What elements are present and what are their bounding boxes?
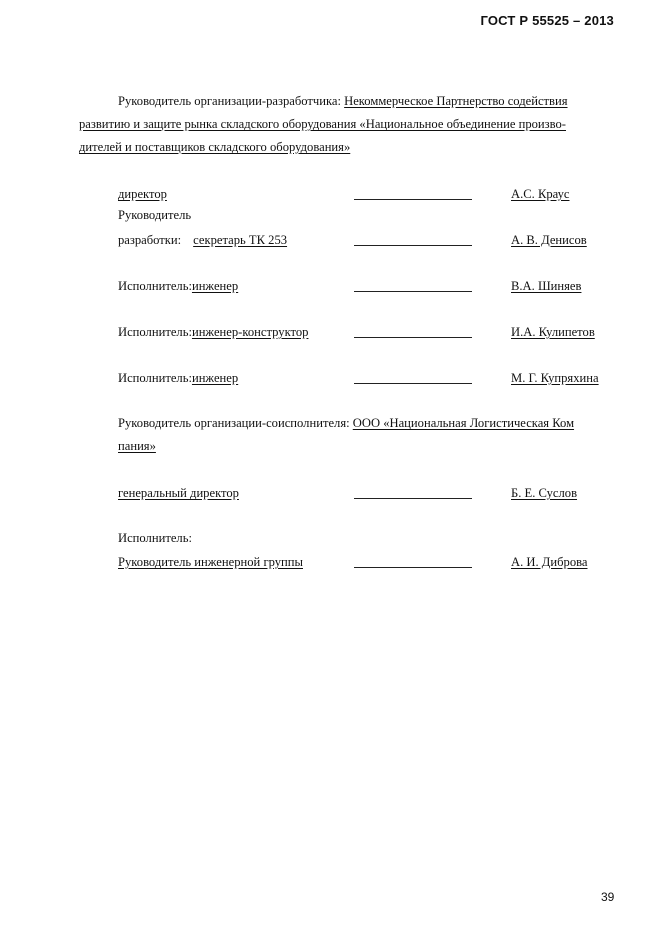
signature-row-secretary <box>118 232 618 248</box>
role-label: разработки: <box>118 233 182 247</box>
signature-line <box>354 498 472 499</box>
signature-line <box>354 199 472 200</box>
position-label: инженер <box>191 371 239 385</box>
signature-row-general-director <box>118 485 618 501</box>
page-number: 39 <box>601 890 615 904</box>
position-label: директор <box>118 187 167 201</box>
co-executor-org: ООО «Национальная Логистическая Ком <box>352 416 575 430</box>
co-executor-lead: Руководитель организации-соисполнителя: <box>118 416 353 430</box>
signer-name: А. И. Диброва <box>511 555 588 569</box>
position-label: генеральный директор <box>118 486 239 500</box>
developer-org: Некоммерческое Партнерство содействия <box>344 94 568 108</box>
co-executor-paragraph <box>118 412 616 458</box>
role-label: Исполнитель: <box>118 325 192 339</box>
role-label: Исполнитель: <box>118 371 192 385</box>
signer-name: Б. Е. Суслов <box>511 486 578 500</box>
signer-name: А. В. Денисов <box>511 233 587 247</box>
signature-row-engineer-2 <box>118 370 618 386</box>
developer-org-cont: развитию и защите рынка складского оборудования «Национальное объединение произво- <box>79 117 566 131</box>
role-label: Исполнитель: <box>118 279 192 293</box>
signature-line <box>354 245 472 246</box>
signer-name: В.А. Шиняев <box>511 279 582 293</box>
position-label: инженер-конструктор <box>191 325 309 339</box>
developer-paragraph <box>79 90 614 159</box>
signature-row-group-head <box>118 554 618 570</box>
developer-lead: Руководитель организации-разработчика: <box>118 94 345 108</box>
position-label: инженер <box>191 279 239 293</box>
position-label: секретарь ТК 253 <box>193 233 288 247</box>
signature-row-engineer-1 <box>118 278 618 294</box>
head-label: Руководитель <box>118 208 192 222</box>
developer-org-cont2: дителей и поставщиков складского оборудования» <box>79 140 351 154</box>
signature-line <box>354 567 472 568</box>
signature-line <box>354 383 472 384</box>
co-executor-org-cont: пания» <box>118 439 156 453</box>
signer-name: М. Г. Купряхина <box>511 371 599 385</box>
signature-row-director <box>118 186 618 202</box>
signature-line <box>354 337 472 338</box>
signer-name: И.А. Кулипетов <box>511 325 595 339</box>
signer-name: А.С. Краус <box>511 187 570 201</box>
signature-line <box>354 291 472 292</box>
position-label: Руководитель инженерной группы <box>118 555 303 569</box>
signature-row-design-engineer <box>118 324 618 340</box>
document-header: ГОСТ Р 55525 – 2013 <box>480 13 614 28</box>
executor-label: Исполнитель: <box>118 531 192 545</box>
